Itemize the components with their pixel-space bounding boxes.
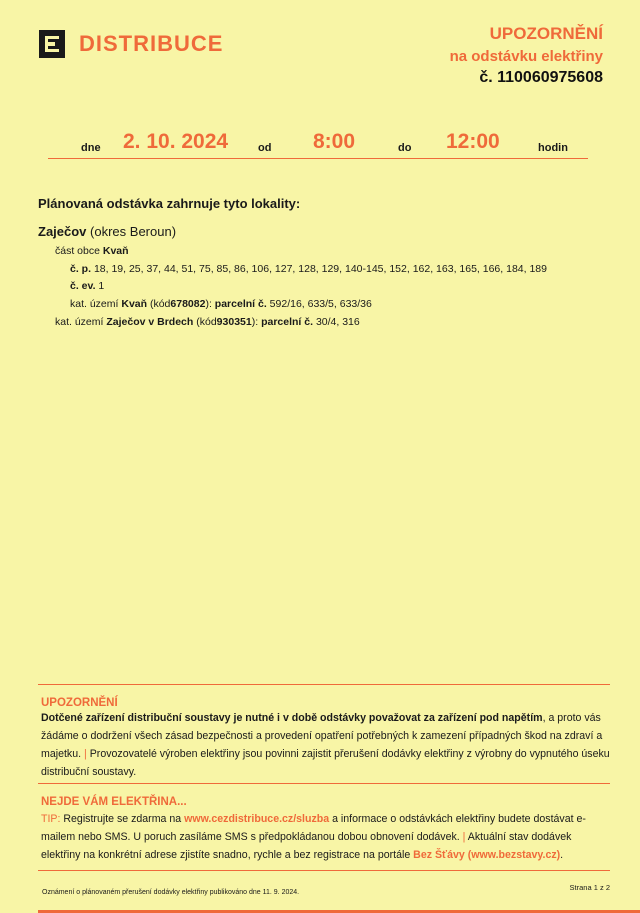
- locality-name: [38, 224, 176, 239]
- bez-stavy-brand: Bez Šťávy: [413, 849, 465, 861]
- no-power-text: TIP: Registrujte se zdarma na www.cezdistribuce.cz/sluzba a informace o odstávkách elektřiny budete dostávat e-mailem nebo SMS. U poruch zasíláme SMS s předpokládanou dobou obnovení dodávek. | Aktuální stav dodávek elektřiny na konkrétní adrese zjistíte snadno, rychle a bez registrace na portále Bez Šťávy (www.bezstavy.cz).: [41, 813, 586, 861]
- warning-text: Dotčené zařízení distribuční soustavy je nutné i v době odstávky považovat za zařízení pod napětím, a proto vás žádáme o dodržení všech zásad bezpečnosti a provedení opatření potřebných k zamezení případných škod na zdraví a majetku. | Provozovatelé výroben elektřiny jsou povinni zajistit přerušení dodávky elektřiny z výrobny do vypnutého úseku distribuční soustavy.: [41, 712, 610, 778]
- day-label: dne: [81, 142, 101, 154]
- notice-number: č. 110060975608: [479, 69, 603, 86]
- notice-title: [450, 24, 603, 87]
- to-label: do: [398, 142, 412, 154]
- notice-heading: UPOZORNĚNÍ: [489, 24, 603, 43]
- divider: [38, 783, 610, 784]
- outage-date: 2. 10. 2024: [123, 130, 229, 153]
- logo-text: DISTRIBUCE: [79, 31, 224, 56]
- registration-link[interactable]: www.cezdistribuce.cz/sluzba: [184, 813, 330, 825]
- cadastral-area-1: kat. území Kvaň (kód678082): parcelní č. 592/16, 633/5, 633/36: [70, 298, 372, 310]
- district: (okres Beroun): [90, 224, 177, 239]
- no-power-heading: NEJDE VÁM ELEKTŘINA...: [41, 796, 187, 808]
- warning-heading: UPOZORNĚNÍ: [41, 697, 118, 709]
- outage-date-line: [48, 128, 588, 159]
- house-numbers: č. p. 18, 19, 25, 37, 44, 51, 75, 85, 86, 106, 127, 128, 129, 140-145, 152, 162, 163, 165, 166, 184, 189: [70, 263, 547, 275]
- municipality: Zaječov: [38, 224, 87, 239]
- section-title: Plánovaná odstávka zahrnuje tyto lokality:: [38, 196, 301, 211]
- time-to: 12:00: [446, 130, 500, 153]
- publication-note: Oznámení o plánovaném přerušení dodávky elektřiny publikováno dne 11. 9. 2024.: [42, 889, 300, 896]
- company-logo: [39, 30, 223, 58]
- divider: [38, 870, 610, 871]
- cez-logo-icon: [39, 30, 65, 58]
- bezstavy-link[interactable]: (www.bezstavy.cz): [467, 849, 561, 861]
- notice-subheading: na odstávku elektřiny: [449, 48, 603, 65]
- page-number: Strana 1 z 2: [569, 883, 610, 892]
- cadastral-area-2: kat. území Zaječov v Brdech (kód930351): parcelní č. 30/4, 316: [55, 316, 360, 328]
- time-from: 8:00: [313, 130, 356, 153]
- registry-numbers: č. ev. 1: [70, 280, 105, 292]
- divider: [38, 684, 610, 685]
- hours-label: hodin: [538, 142, 568, 154]
- part-of-municipality: část obce Kvaň: [55, 245, 129, 257]
- from-label: od: [258, 142, 272, 154]
